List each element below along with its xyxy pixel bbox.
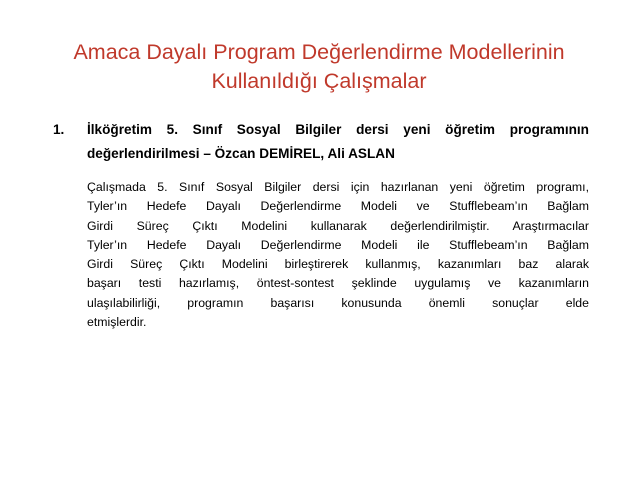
study-number: 1. (53, 122, 65, 137)
summary-line: ulaşılabilirliği, programın başarısı konusunda önemli sonuçlar elde (87, 295, 589, 310)
summary-line: Çalışmada 5. Sınıf Sosyal Bilgiler dersi için hazırlanan yeni öğretim programı, (87, 180, 589, 194)
slide-title-line-2: Kullanıldığı Çalışmalar (211, 69, 427, 93)
slide-title (40, 38, 598, 96)
study-heading-line-1: İlköğretim 5. Sınıf Sosyal Bilgiler dersi yeni öğretim programının (87, 122, 589, 137)
summary-line: Girdi Süreç Çıktı Modelini kullanarak değerlendirilmiştir. Araştırmacılar (87, 218, 589, 233)
summary-line: Tyler’ın Hedefe Dayalı Değerlendirme Modeli ile Stufflebeam’ın Bağlam (87, 237, 589, 252)
summary-line: Tyler’ın Hedefe Dayalı Değerlendirme Modeli ve Stufflebeam’ın Bağlam (87, 199, 589, 214)
study-summary (87, 178, 589, 332)
summary-line: başarı testi hazırlamış, öntest-sontest şeklinde uygulamış ve kazanımların (87, 276, 589, 291)
summary-line: etmişlerdir. (87, 315, 147, 330)
slide-title-line-1: Amaca Dayalı Program Değerlendirme Modellerinin (73, 40, 565, 64)
summary-line: Girdi Süreç Çıktı Modelini birleştirerek kullanmış, kazanımları baz alarak (87, 257, 589, 272)
study-heading-line-2: değerlendirilmesi – Özcan DEMİREL, Ali ASLAN (87, 146, 395, 161)
